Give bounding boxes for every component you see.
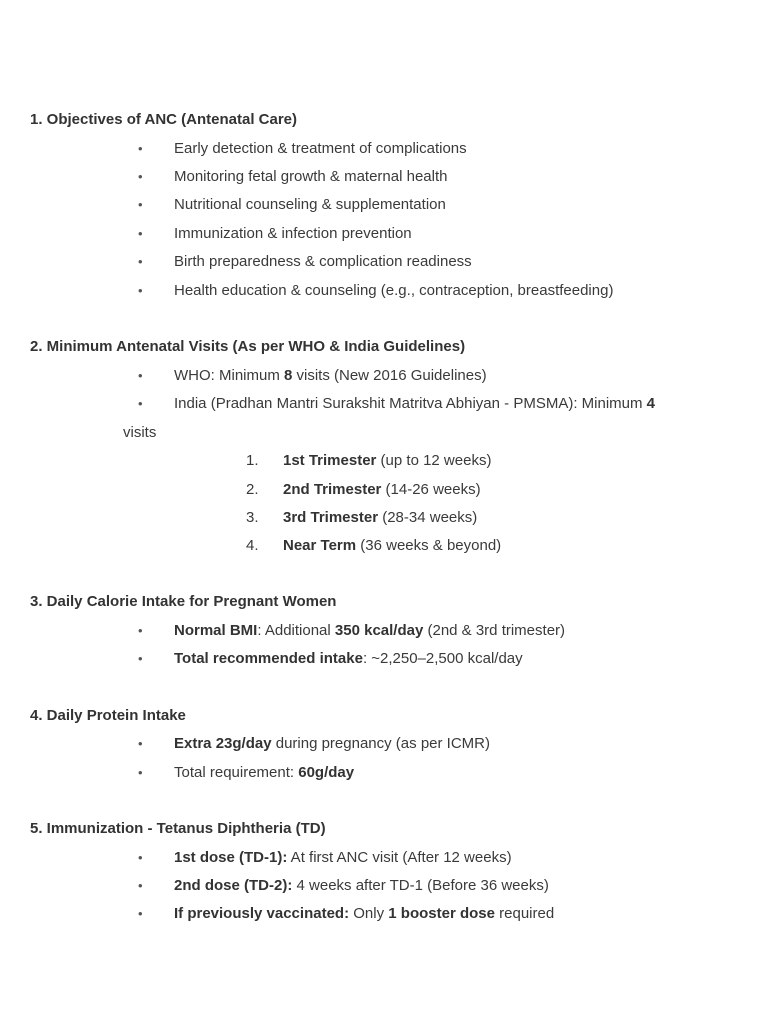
list-item-dose-2 bbox=[174, 876, 549, 896]
booster-mid: Only bbox=[349, 905, 389, 922]
section-heading: 1. Objectives of ANC (Antenatal Care) bbox=[30, 111, 298, 128]
section-heading: 5. Immunization - Tetanus Diphtheria (TD) bbox=[30, 820, 326, 837]
list-item-bmi bbox=[174, 621, 565, 641]
extra-protein-label: Extra 23g/day bbox=[174, 735, 272, 752]
list-item: Monitoring fetal growth & maternal health bbox=[174, 168, 448, 185]
dose-1-detail: At first ANC visit (After 12 weeks) bbox=[287, 849, 512, 866]
bullet-icon: • bbox=[138, 396, 143, 411]
dose-1-label: 1st dose (TD-1): bbox=[174, 849, 288, 866]
section-heading: 2. Minimum Antenatal Visits (As per WHO & India Guidelines) bbox=[30, 338, 466, 355]
list-item-india bbox=[174, 394, 655, 414]
visit-item bbox=[283, 451, 491, 471]
list-item-booster bbox=[174, 904, 554, 924]
who-prefix: WHO: Minimum bbox=[174, 367, 284, 384]
dose-2-label: 2nd dose (TD-2): bbox=[174, 877, 293, 894]
bullet-icon: • bbox=[138, 283, 143, 298]
who-suffix: visits (New 2016 Guidelines) bbox=[292, 367, 487, 384]
visit-number: 3. bbox=[246, 509, 259, 526]
visit-detail: (28-34 weeks) bbox=[378, 509, 478, 526]
bullet-icon: • bbox=[138, 141, 143, 156]
list-item: Nutritional counseling & supplementation bbox=[174, 196, 446, 213]
visit-label: 1st Trimester bbox=[283, 452, 377, 469]
dose-2-detail: 4 weeks after TD-1 (Before 36 weeks) bbox=[292, 877, 549, 894]
visit-number: 2. bbox=[246, 481, 259, 498]
bullet-icon: • bbox=[138, 651, 143, 666]
extra-protein-detail: during pregnancy (as per ICMR) bbox=[271, 735, 490, 752]
bullet-icon: • bbox=[138, 197, 143, 212]
visit-item bbox=[283, 536, 501, 556]
bmi-mid: : Additional bbox=[257, 622, 335, 639]
visit-detail: (36 weeks & beyond) bbox=[356, 537, 502, 554]
total-label: Total recommended intake bbox=[174, 650, 363, 667]
list-item: Birth preparedness & complication readiness bbox=[174, 253, 472, 270]
booster-suffix: required bbox=[494, 905, 555, 922]
bullet-icon: • bbox=[138, 850, 143, 865]
visit-detail: (14-26 weeks) bbox=[381, 481, 481, 498]
section-heading: 3. Daily Calorie Intake for Pregnant Women bbox=[30, 593, 337, 610]
visit-label: 2nd Trimester bbox=[283, 481, 382, 498]
section-heading: 4. Daily Protein Intake bbox=[30, 707, 186, 724]
list-item-total-intake bbox=[174, 649, 523, 669]
bullet-icon: • bbox=[138, 878, 143, 893]
list-item-dose-1 bbox=[174, 848, 512, 868]
bmi-suffix: (2nd & 3rd trimester) bbox=[423, 622, 566, 639]
list-item-protein-requirement bbox=[174, 763, 354, 783]
india-visit-count: 4 bbox=[646, 395, 656, 412]
bmi-label: Normal BMI bbox=[174, 622, 258, 639]
requirement-value: 60g/day bbox=[298, 764, 355, 781]
visit-item bbox=[283, 508, 477, 528]
bullet-icon: • bbox=[138, 736, 143, 751]
visit-number: 1. bbox=[246, 452, 259, 469]
india-wrap-text: visits bbox=[123, 424, 157, 441]
booster-dose: 1 booster dose bbox=[388, 905, 495, 922]
total-value: : ~2,250–2,500 kcal/day bbox=[362, 650, 523, 667]
list-item: Early detection & treatment of complications bbox=[174, 140, 467, 157]
india-prefix: India (Pradhan Mantri Surakshit Matritva Abhiyan - PMSMA): Minimum bbox=[174, 395, 647, 412]
visit-item bbox=[283, 480, 481, 500]
list-item: Health education & counseling (e.g., contraception, breastfeeding) bbox=[174, 282, 614, 299]
bullet-icon: • bbox=[138, 765, 143, 780]
visit-number: 4. bbox=[246, 537, 259, 554]
bullet-icon: • bbox=[138, 226, 143, 241]
bmi-kcal: 350 kcal/day bbox=[334, 622, 424, 639]
list-item-extra-protein bbox=[174, 734, 490, 754]
bullet-icon: • bbox=[138, 254, 143, 269]
who-visit-count: 8 bbox=[284, 367, 293, 384]
bullet-icon: • bbox=[138, 169, 143, 184]
visit-detail: (up to 12 weeks) bbox=[376, 452, 492, 469]
visit-label: Near Term bbox=[283, 537, 357, 554]
bullet-icon: • bbox=[138, 623, 143, 638]
list-item-who bbox=[174, 366, 487, 386]
requirement-label: Total requirement: bbox=[174, 764, 299, 781]
list-item: Immunization & infection prevention bbox=[174, 225, 412, 242]
visit-label: 3rd Trimester bbox=[283, 509, 379, 526]
booster-label: If previously vaccinated: bbox=[174, 905, 350, 922]
bullet-icon: • bbox=[138, 368, 143, 383]
bullet-icon: • bbox=[138, 906, 143, 921]
